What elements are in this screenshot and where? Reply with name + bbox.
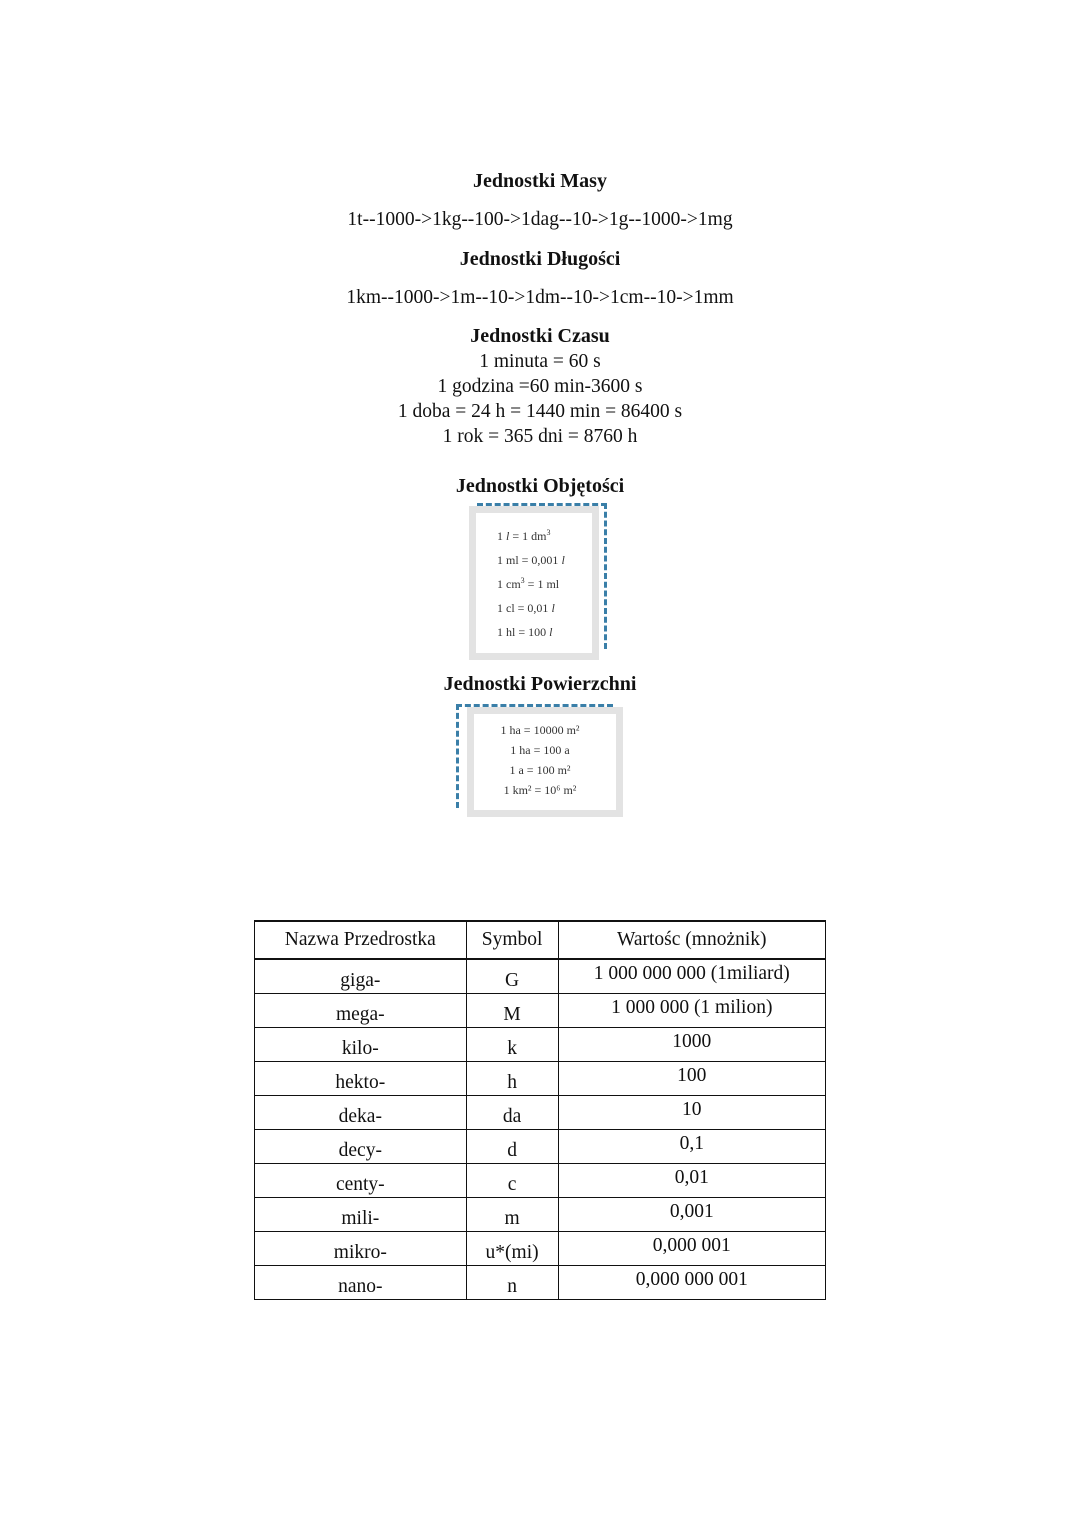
prefix-value: 10 xyxy=(682,1099,702,1120)
table-row xyxy=(255,1232,826,1266)
prefix-name: deka- xyxy=(338,1106,382,1127)
table-row xyxy=(255,1130,826,1164)
prefix-name: nano- xyxy=(338,1276,383,1297)
header-prefix-name: Nazwa Przedrostka xyxy=(255,921,467,959)
prefix-symbol: u*(mi) xyxy=(485,1242,539,1263)
volume-line: 1 ml = 0,001 l xyxy=(497,553,565,567)
mass-heading: Jednostki Masy xyxy=(473,170,607,192)
prefix-value: 1 000 000 (1 milion) xyxy=(611,997,773,1018)
prefix-value: 1 000 000 000 (1miliard) xyxy=(593,963,790,984)
header-value: Wartośc (mnożnik) xyxy=(558,921,825,959)
table-row xyxy=(255,1164,826,1198)
prefix-symbol: n xyxy=(507,1276,517,1297)
table-row xyxy=(255,1266,826,1300)
prefix-name: mili- xyxy=(341,1208,380,1229)
volume-units-box xyxy=(468,502,610,662)
volume-line: 1 l = 1 $dm^3$ xyxy=(497,528,551,543)
area-line: 1 a = 100 m² xyxy=(509,763,571,777)
mass-conversion-chain: 1t--1000->1kg--100->1dag--10->1g--1000->1mg xyxy=(347,209,733,230)
table-row xyxy=(255,959,826,994)
table-header-row xyxy=(255,921,826,959)
prefix-value: 1000 xyxy=(672,1031,712,1052)
prefix-value: 0,000 000 001 xyxy=(635,1269,748,1290)
prefix-value: 100 xyxy=(677,1065,707,1086)
length-heading: Jednostki Długości xyxy=(459,248,621,270)
prefix-name: hekto- xyxy=(335,1072,386,1093)
prefix-symbol: M xyxy=(503,1004,521,1025)
volume-line: 1 $cm^3 = 1$ ml xyxy=(497,576,560,591)
prefix-symbol: h xyxy=(507,1072,517,1093)
table-row xyxy=(255,1028,826,1062)
prefix-value: 0,000 001 xyxy=(652,1235,731,1256)
area-line: 1 km² = 10⁶ m² xyxy=(503,783,577,797)
header-symbol: Symbol xyxy=(466,921,558,959)
prefix-symbol: k xyxy=(507,1038,517,1059)
prefix-table xyxy=(254,920,826,1300)
table-row xyxy=(255,1062,826,1096)
area-line: 1 ha = 10000 m² xyxy=(500,723,580,737)
prefix-name: kilo- xyxy=(341,1038,379,1059)
prefix-name: decy- xyxy=(338,1140,382,1161)
length-conversion-chain: 1km--1000->1m--10->1dm--10->1cm--10->1mm xyxy=(346,287,734,308)
prefix-symbol: G xyxy=(505,970,520,991)
area-units-box xyxy=(455,702,625,817)
time-line: 1 doba = 24 h = 1440 min = 86400 s xyxy=(397,401,683,422)
table-row xyxy=(255,994,826,1028)
time-line: 1 godzina =60 min-3600 s xyxy=(437,376,643,397)
table-row xyxy=(255,1198,826,1232)
prefix-symbol: d xyxy=(507,1140,517,1161)
prefix-symbol: c xyxy=(507,1174,517,1195)
prefix-value: 0,1 xyxy=(679,1133,704,1154)
volume-heading: Jednostki Objętości xyxy=(455,475,625,497)
area-line: 1 ha = 100 a xyxy=(510,743,570,757)
prefix-name: mikro- xyxy=(333,1242,387,1263)
prefix-name: giga- xyxy=(340,970,381,991)
prefix-name: mega- xyxy=(335,1004,385,1025)
time-section xyxy=(0,324,1080,449)
time-line: 1 minuta = 60 s xyxy=(479,351,601,372)
prefix-name: centy- xyxy=(335,1174,385,1195)
table-row xyxy=(255,1096,826,1130)
time-line: 1 rok = 365 dni = 8760 h xyxy=(442,426,638,447)
prefix-symbol: m xyxy=(504,1208,520,1229)
area-heading: Jednostki Powierzchni xyxy=(443,673,637,695)
time-heading: Jednostki Czasu xyxy=(470,325,610,347)
volume-line: 1 cl = 0,01 l xyxy=(497,601,555,615)
prefix-value: 0,001 xyxy=(669,1201,714,1222)
volume-line: 1 hl = 100 l xyxy=(497,625,553,639)
prefix-symbol: da xyxy=(502,1106,522,1127)
prefix-value: 0,01 xyxy=(674,1167,709,1188)
